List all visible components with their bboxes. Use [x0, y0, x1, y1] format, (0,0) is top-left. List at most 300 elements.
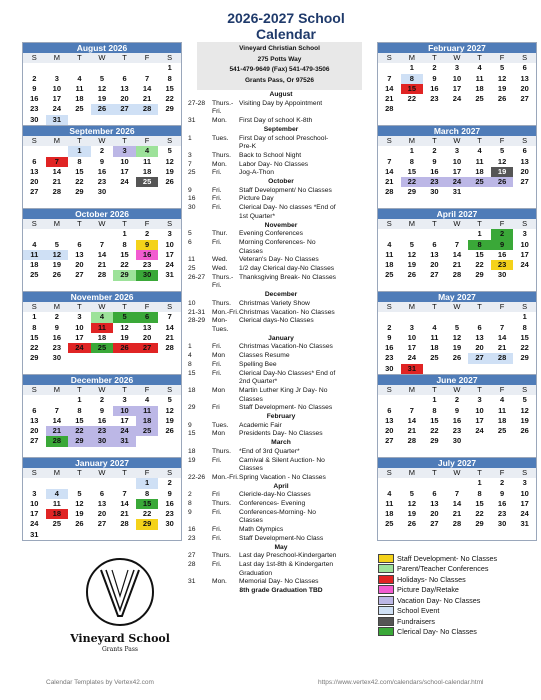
day-cell: 2: [432, 146, 437, 156]
day-cell: 4: [387, 239, 392, 249]
empty-cell: [513, 104, 536, 114]
day-cell: 23: [91, 426, 114, 436]
day-cell: 26: [491, 177, 514, 187]
day-cell: 11: [143, 156, 152, 166]
event-text: Christmas Variety Show: [239, 299, 310, 307]
day-cell: 27: [520, 94, 529, 104]
day-cell: 3: [409, 322, 414, 332]
event-row: [188, 430, 374, 439]
event-weekday: Tues.: [212, 421, 229, 429]
day-cell: 13: [520, 73, 529, 83]
day-cell: 28: [452, 519, 462, 529]
month-right-4: [377, 374, 537, 458]
legend-label: Fundraisers: [397, 616, 435, 626]
day-cell: 10: [120, 156, 129, 166]
day-cell: 20: [120, 94, 129, 104]
event-row: [188, 300, 374, 309]
empty-cell: [378, 395, 401, 405]
event-month-heading: December: [264, 291, 298, 299]
empty-cell: [423, 104, 446, 114]
empty-cell: [158, 115, 181, 125]
event-text: Staff Development/ No Classes: [239, 186, 332, 194]
event-month-heading: February: [266, 413, 296, 421]
day-cell: 23: [385, 353, 394, 363]
day-cell: 25: [75, 104, 84, 114]
event-text: 1/2 day Clerical day-No Classes: [239, 265, 335, 273]
day-cell: 13: [385, 415, 394, 425]
event-row: [188, 187, 374, 196]
day-cell: 15: [165, 83, 174, 93]
day-cell: 24: [113, 426, 136, 436]
event-date: 15: [188, 369, 196, 377]
empty-cell: [46, 478, 69, 488]
month-right-5: [377, 457, 537, 541]
empty-cell: [378, 115, 401, 125]
empty-cell: [491, 281, 514, 291]
empty-cell: [468, 115, 491, 125]
day-cell: 15: [75, 415, 84, 425]
empty-cell: [136, 281, 159, 291]
day-cell: 18: [136, 416, 159, 426]
empty-cell: [491, 187, 514, 197]
event-text: Pre-K: [239, 143, 257, 151]
day-cell: 10: [30, 498, 39, 508]
day-cell: 1: [432, 395, 437, 405]
day-cell: 30: [165, 519, 174, 529]
day-cell: 16: [52, 332, 62, 342]
day-cell: 7: [54, 405, 59, 415]
weekday-label: F: [136, 219, 159, 229]
legend-item: [378, 595, 538, 606]
day-cell: 2: [432, 63, 437, 73]
empty-cell: [468, 364, 491, 374]
day-cell: 14: [97, 249, 107, 259]
school-name: Vineyard Christian School: [239, 45, 320, 52]
weekday-label: T: [468, 302, 491, 312]
day-cell: 27: [30, 187, 39, 197]
day-cell: 1: [32, 312, 37, 322]
day-cell: 27: [468, 353, 491, 363]
event-date: 8: [188, 500, 192, 508]
legend-label: Holidays- No Classes: [397, 574, 466, 584]
weekday-label: W: [91, 468, 114, 478]
empty-cell: [401, 478, 424, 488]
empty-cell: [423, 198, 446, 208]
day-cell: 9: [167, 488, 172, 498]
day-cell: 22: [407, 94, 417, 104]
day-cell: 16: [430, 83, 439, 93]
day-cell: 13: [97, 498, 107, 508]
event-text: Classes: [239, 395, 263, 403]
weekday-label: S: [158, 136, 181, 146]
day-cell: 24: [120, 177, 129, 187]
day-cell: 8: [145, 488, 150, 498]
day-cell: 21: [52, 177, 62, 187]
legend-swatch: [378, 617, 394, 626]
event-date: 31: [188, 578, 196, 586]
weekday-label: S: [513, 219, 536, 229]
weekday-label: T: [423, 302, 446, 312]
day-cell: 13: [430, 498, 439, 508]
event-row: [188, 448, 374, 457]
month-header: August 2026: [23, 43, 181, 53]
day-cell: 6: [32, 156, 37, 166]
event-row: [188, 552, 374, 561]
day-cell: 25: [52, 519, 62, 529]
day-cell: 16: [497, 249, 507, 259]
weekday-label: T: [113, 53, 136, 63]
event-date: 29: [188, 404, 196, 412]
event-text: Spelling Bee: [239, 360, 277, 368]
day-cell: 3: [522, 229, 527, 239]
empty-cell: [113, 364, 136, 374]
event-weekday: [212, 465, 239, 474]
event-text: Classes: [239, 247, 263, 255]
event-row: [188, 404, 374, 413]
day-cell: 5: [500, 146, 505, 156]
event-text: Math Olympics: [239, 526, 284, 534]
day-cell: 8: [167, 73, 172, 83]
day-cell: 11: [498, 405, 507, 415]
day-cell: 1: [68, 146, 91, 156]
day-cell: 6: [136, 312, 159, 322]
event-text: Staff Development-No Class: [239, 534, 324, 542]
event-row: [188, 422, 374, 431]
day-cell: 24: [407, 353, 417, 363]
weekday-label: T: [113, 385, 136, 395]
day-cell: 24: [52, 104, 62, 114]
day-cell: 25: [136, 177, 159, 187]
day-cell: 8: [32, 322, 37, 332]
empty-cell: [378, 447, 401, 457]
day-cell: 12: [497, 73, 507, 83]
day-cell: 16: [452, 415, 462, 425]
day-cell: 30: [452, 436, 462, 446]
vineyard-logo: [70, 552, 170, 652]
day-cell: 17: [30, 509, 39, 519]
empty-cell: [491, 115, 514, 125]
weekday-label: T: [113, 468, 136, 478]
day-cell: 27: [113, 104, 136, 114]
day-cell: 22: [75, 177, 84, 187]
event-month-heading: April: [273, 482, 289, 490]
day-cell: 6: [522, 146, 527, 156]
day-cell: 18: [497, 415, 507, 425]
month-right-1: [377, 125, 537, 209]
event-text: Memorial Day- No Classes: [239, 578, 319, 586]
empty-cell: [401, 104, 424, 114]
day-cell: 14: [452, 498, 462, 508]
day-cell: 23: [430, 94, 439, 104]
day-cell: 31: [30, 529, 39, 539]
day-cell: 26: [407, 270, 417, 280]
day-cell: 3: [54, 73, 59, 83]
weekday-label: F: [491, 219, 514, 229]
day-cell: 4: [477, 63, 482, 73]
empty-cell: [423, 281, 446, 291]
day-cell: 7: [409, 405, 414, 415]
empty-cell: [91, 353, 114, 363]
empty-cell: [513, 187, 536, 197]
empty-cell: [491, 447, 514, 457]
day-cell: 5: [54, 239, 59, 249]
empty-cell: [68, 478, 91, 488]
day-cell: 29: [68, 436, 91, 446]
day-cell: 6: [99, 488, 105, 498]
weekday-label: S: [158, 302, 181, 312]
day-cell: 1: [77, 395, 82, 405]
day-cell: 30: [136, 270, 159, 280]
day-cell: 21: [452, 260, 462, 270]
day-cell: 5: [99, 73, 105, 83]
event-weekday: Fri.: [212, 343, 222, 351]
empty-cell: [491, 312, 514, 322]
event-text: Last day 1st-8th & Kindergarten: [239, 560, 334, 568]
event-row: [188, 265, 374, 274]
event-row: [188, 535, 374, 544]
event-row: [188, 343, 374, 352]
weekday-label: M: [46, 468, 69, 478]
weekday-label: S: [378, 302, 401, 312]
day-cell: 12: [497, 156, 507, 166]
event-date: 23: [188, 534, 196, 542]
day-cell: 19: [97, 94, 107, 104]
empty-cell: [158, 364, 181, 374]
event-weekday: Fri: [212, 491, 220, 499]
day-cell: 27: [430, 270, 439, 280]
weekday-label: T: [468, 136, 491, 146]
empty-cell: [136, 436, 159, 446]
event-text: Evening Conferences: [239, 230, 303, 238]
empty-cell: [91, 198, 114, 208]
day-cell: 30: [30, 114, 39, 124]
event-weekday: Wed.: [212, 265, 228, 273]
empty-cell: [446, 281, 469, 291]
empty-cell: [46, 146, 69, 156]
event-text: Clericle-day-No Classes: [239, 491, 311, 499]
empty-cell: [378, 229, 401, 239]
day-cell: 13: [30, 166, 39, 176]
page-title: 2026-2027 School Calendar: [227, 10, 345, 42]
weekday-label: W: [446, 136, 469, 146]
event-weekday: Fri.: [212, 534, 222, 542]
day-cell: 2: [145, 229, 150, 239]
day-cell: 17: [452, 166, 462, 176]
empty-cell: [158, 187, 181, 197]
day-cell: 29: [407, 187, 417, 197]
empty-cell: [46, 229, 69, 239]
day-cell: 25: [385, 270, 394, 280]
event-weekday: Mon-Tues.: [212, 317, 229, 333]
weekday-label: F: [491, 385, 514, 395]
day-cell: 21: [97, 260, 107, 270]
day-cell: 23: [30, 104, 39, 114]
empty-cell: [378, 281, 401, 291]
empty-cell: [68, 198, 91, 208]
day-cell: 1: [522, 312, 527, 322]
day-cell: 26: [165, 426, 174, 436]
weekday-label: S: [513, 302, 536, 312]
legend-swatch: [378, 596, 394, 605]
weekday-label: T: [468, 468, 491, 478]
day-cell: 18: [385, 260, 394, 270]
day-cell: 5: [167, 395, 172, 405]
day-cell: 26: [91, 104, 114, 114]
empty-cell: [423, 447, 446, 457]
day-cell: 11: [52, 498, 61, 508]
month-header: June 2027: [378, 375, 536, 385]
weekday-label: W: [446, 53, 469, 63]
empty-cell: [423, 115, 446, 125]
day-cell: 12: [75, 498, 84, 508]
event-row: [188, 378, 374, 387]
event-date: 27-28: [188, 99, 206, 107]
school-city: Grants Pass, Or 97526: [244, 76, 314, 84]
day-cell: 11: [23, 250, 46, 260]
weekday-label: W: [91, 385, 114, 395]
day-cell: 7: [145, 73, 150, 83]
empty-cell: [68, 353, 91, 363]
event-date: [188, 248, 212, 257]
event-row: [188, 526, 374, 535]
day-cell: 12: [165, 156, 174, 166]
day-cell: 23: [491, 260, 514, 270]
empty-cell: [158, 530, 181, 540]
empty-cell: [91, 364, 114, 374]
empty-cell: [423, 229, 446, 239]
empty-cell: [113, 198, 136, 208]
day-cell: 21: [452, 509, 462, 519]
event-row: [188, 309, 374, 318]
day-cell: 5: [409, 488, 414, 498]
day-cell: 20: [97, 509, 107, 519]
empty-cell: [491, 104, 514, 114]
day-cell: 14: [407, 415, 417, 425]
day-cell: 18: [75, 94, 84, 104]
weekday-label: T: [113, 136, 136, 146]
day-cell: 15: [30, 332, 39, 342]
event-date: 26-27: [188, 273, 206, 281]
legend-item: [378, 574, 538, 585]
weekday-label: T: [68, 468, 91, 478]
event-date: 30: [188, 204, 196, 212]
day-cell: 3: [477, 395, 482, 405]
event-row: [188, 248, 374, 257]
day-cell: 7: [122, 488, 127, 498]
empty-cell: [423, 312, 446, 322]
empty-cell: [68, 364, 91, 374]
weekday-label: S: [23, 219, 46, 229]
event-row: [188, 204, 374, 213]
empty-cell: [91, 281, 114, 291]
legend-item: [378, 564, 538, 575]
day-cell: 7: [387, 73, 392, 83]
event-date: 28: [188, 560, 196, 568]
day-cell: 24: [165, 260, 174, 270]
event-row: [188, 396, 374, 405]
day-cell: 9: [54, 322, 59, 332]
day-cell: 21: [385, 94, 394, 104]
event-row: [188, 256, 374, 265]
empty-cell: [68, 447, 91, 457]
day-cell: 3: [122, 395, 127, 405]
event-weekday: Mon.: [212, 578, 227, 586]
empty-cell: [401, 395, 424, 405]
weekday-label: T: [68, 302, 91, 312]
day-cell: 4: [46, 489, 69, 499]
day-cell: 21: [497, 343, 507, 353]
month-header: October 2026: [23, 209, 181, 219]
day-cell: 18: [30, 260, 39, 270]
day-cell: 11: [385, 249, 394, 259]
event-weekday: [212, 517, 239, 526]
empty-cell: [46, 364, 69, 374]
event-month-heading: September: [263, 125, 299, 133]
empty-cell: [378, 312, 401, 322]
empty-cell: [378, 146, 401, 156]
event-row: [188, 578, 374, 587]
empty-cell: [446, 115, 469, 125]
legend-label: Staff Development- No Classes: [397, 553, 498, 563]
day-cell: 19: [407, 260, 417, 270]
event-row: [188, 387, 374, 396]
day-cell: 22: [30, 343, 39, 353]
empty-cell: [446, 447, 469, 457]
day-cell: 10: [113, 406, 136, 416]
event-weekday: Thur.: [212, 230, 228, 238]
day-cell: 5: [113, 312, 136, 322]
day-cell: 28: [385, 187, 394, 197]
day-cell: 11: [75, 83, 84, 93]
day-cell: 28: [165, 343, 174, 353]
day-cell: 31: [46, 115, 69, 125]
day-cell: 23: [97, 177, 107, 187]
day-cell: 17: [407, 343, 417, 353]
event-date: [188, 570, 212, 579]
event-date: [188, 378, 212, 387]
day-cell: 20: [385, 426, 394, 436]
empty-cell: [158, 436, 181, 446]
day-cell: 7: [454, 488, 460, 498]
day-cell: 2: [491, 229, 514, 239]
event-month-heading: May: [274, 543, 288, 551]
day-cell: 25: [30, 270, 39, 280]
weekday-label: S: [378, 219, 401, 229]
event-month-heading: 8th grade Graduation TBD: [239, 587, 323, 595]
empty-cell: [491, 198, 514, 208]
event-date: [188, 396, 212, 405]
day-cell: 31: [452, 187, 462, 197]
event-month-heading: January: [268, 334, 294, 342]
event-text: Clerical Day- No classes *End of: [239, 204, 336, 212]
day-cell: 1: [136, 478, 159, 488]
day-cell: 23: [142, 260, 152, 270]
event-text: Christmas Vacation-No Classes: [239, 343, 333, 351]
empty-cell: [68, 281, 91, 291]
event-weekday: Wed.: [212, 256, 228, 264]
empty-cell: [468, 198, 491, 208]
empty-cell: [446, 198, 469, 208]
empty-cell: [401, 312, 424, 322]
day-cell: 29: [520, 353, 529, 363]
event-row: [188, 117, 374, 126]
day-cell: 26: [165, 177, 174, 187]
day-cell: 10: [520, 239, 529, 249]
day-cell: 18: [142, 166, 152, 176]
day-cell: 14: [385, 166, 394, 176]
day-cell: 26: [75, 519, 84, 529]
day-cell: 30: [497, 519, 507, 529]
